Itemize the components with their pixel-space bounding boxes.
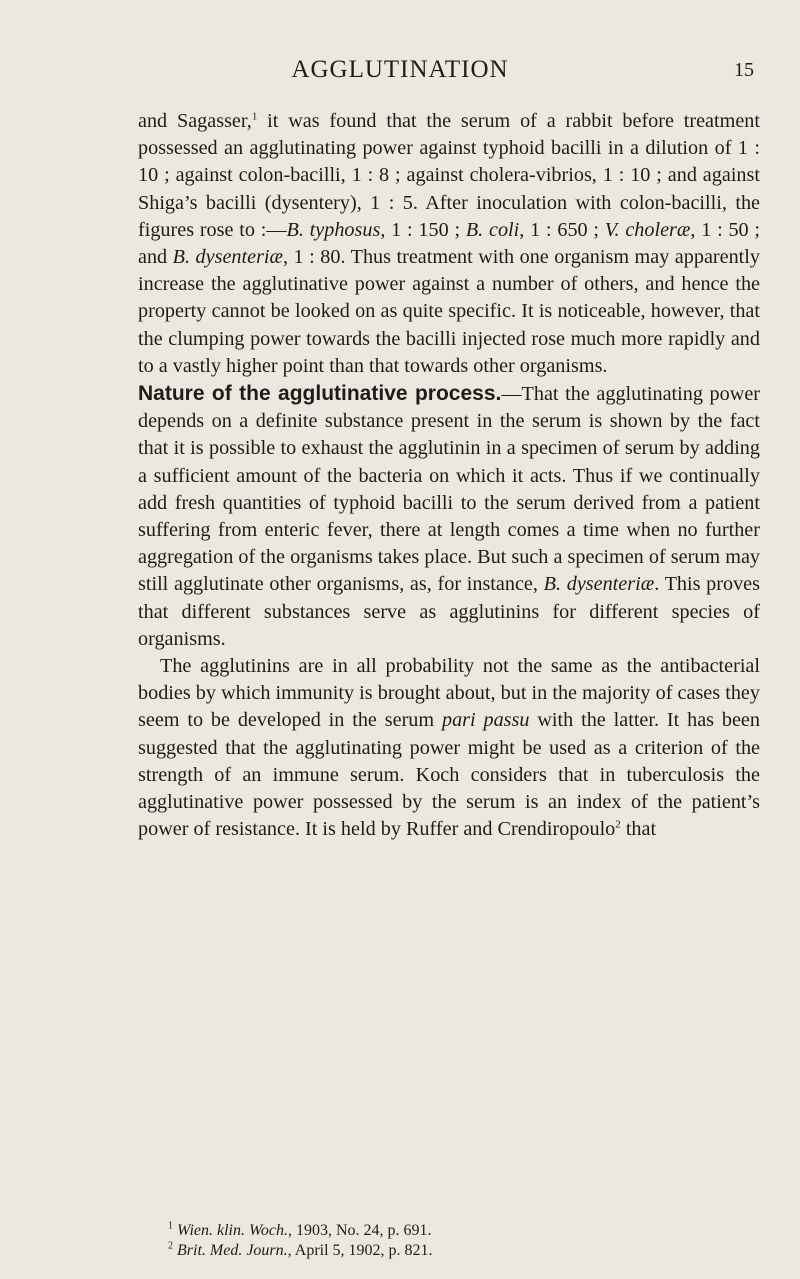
italic-term: V. choleræ — [604, 218, 691, 241]
text-run: The agglutinins are in all probability not the same as the antibacterial bodies by which immunity is brought about, but in the majority of cases they seem to be developed in the serum — [138, 655, 760, 732]
text-run: that — [620, 818, 657, 841]
italic-term: Wien. klin. Woch. — [177, 1222, 288, 1239]
italic-term: pari passu — [441, 709, 530, 732]
text-run: , 1 : 50 ; and — [138, 218, 761, 269]
paragraph-1 — [138, 108, 760, 380]
footnote-2 — [168, 1241, 768, 1261]
footnotes — [168, 1221, 768, 1261]
text-run: , 1 : 80. Thus treatment with one organism may apparently increase the agglutinative power against a number of others, and hence the property cannot be looked on as quite specific. It is noticeable, however, that the clumping power towards the bacilli injected rose much more rapidly and to a vastly higher point than that towards other organisms. — [138, 246, 760, 377]
text-run: —That the agglutinating power depends on a definite substance present in the serum is shown by the fact that it is possible to exhaust the agglutinin in a specimen of serum by adding a sufficient amount of the bacteria on which it acts. Thus if we continually add fresh quantities of typhoid bacilli to the serum derived from a patient suffering from enteric fever, there at length comes a time when no further aggregation of the organisms takes place. But such a specimen of serum may still agglutinate other organisms, as, for instance, — [138, 383, 760, 596]
page-number: 15 — [734, 59, 754, 81]
text-run: , 1 : 650 ; — [519, 218, 605, 241]
italic-term: B. typhosus — [286, 218, 381, 241]
italic-term: B. coli — [465, 218, 520, 241]
text-run: , April 5, 1902, p. 821. — [287, 1242, 433, 1259]
italic-term: Brit. Med. Journ. — [177, 1242, 288, 1259]
text-run: it was found that the serum of a rabbit before treatment possessed an agglutinating power against typhoid bacilli in a dilution of 1 : 10 ; against colon-bacilli, 1 : 8 ; against cholera-vibrios, 1 : 10 ; and against Shiga’s bacilli (dysentery), 1 : 5. After inoculation with colon-bacilli, the figures rose to :— — [138, 110, 760, 241]
footnote-1 — [168, 1221, 768, 1241]
text-run: with the latter. It has been suggested that the agglutinating power might be used as a criterion of the strength of an immune serum. Koch considers that in tuberculosis the agglutinative power possessed by the serum is an index of the patient’s power of resistance. It is held by Ruffer and Crendiropoulo — [138, 709, 760, 841]
paragraph-agglutinins — [138, 653, 760, 843]
page-header — [0, 56, 800, 86]
paragraph-nature-of-agglutination — [138, 380, 760, 653]
italic-term: B. dysenteriæ — [172, 246, 283, 269]
footnote-ref: 1 — [251, 110, 258, 123]
footnote-mark: 1 — [168, 1220, 173, 1232]
italic-term: B. dysenteriæ — [543, 573, 655, 596]
footnote-ref: 2 — [615, 818, 621, 831]
section-heading: Nature of the agglutinative process. — [138, 382, 502, 406]
text-run: , 1 : 150 ; — [380, 218, 466, 241]
text-run: . This proves that different substances serve as agglutinins for different species of organisms. — [138, 573, 760, 650]
running-head: AGGLUTINATION — [291, 56, 509, 83]
text-run: and Sagasser, — [138, 110, 252, 132]
body-text — [138, 108, 760, 843]
footnote-mark: 2 — [168, 1240, 173, 1252]
text-run: , 1903, No. 24, p. 691. — [287, 1222, 432, 1239]
